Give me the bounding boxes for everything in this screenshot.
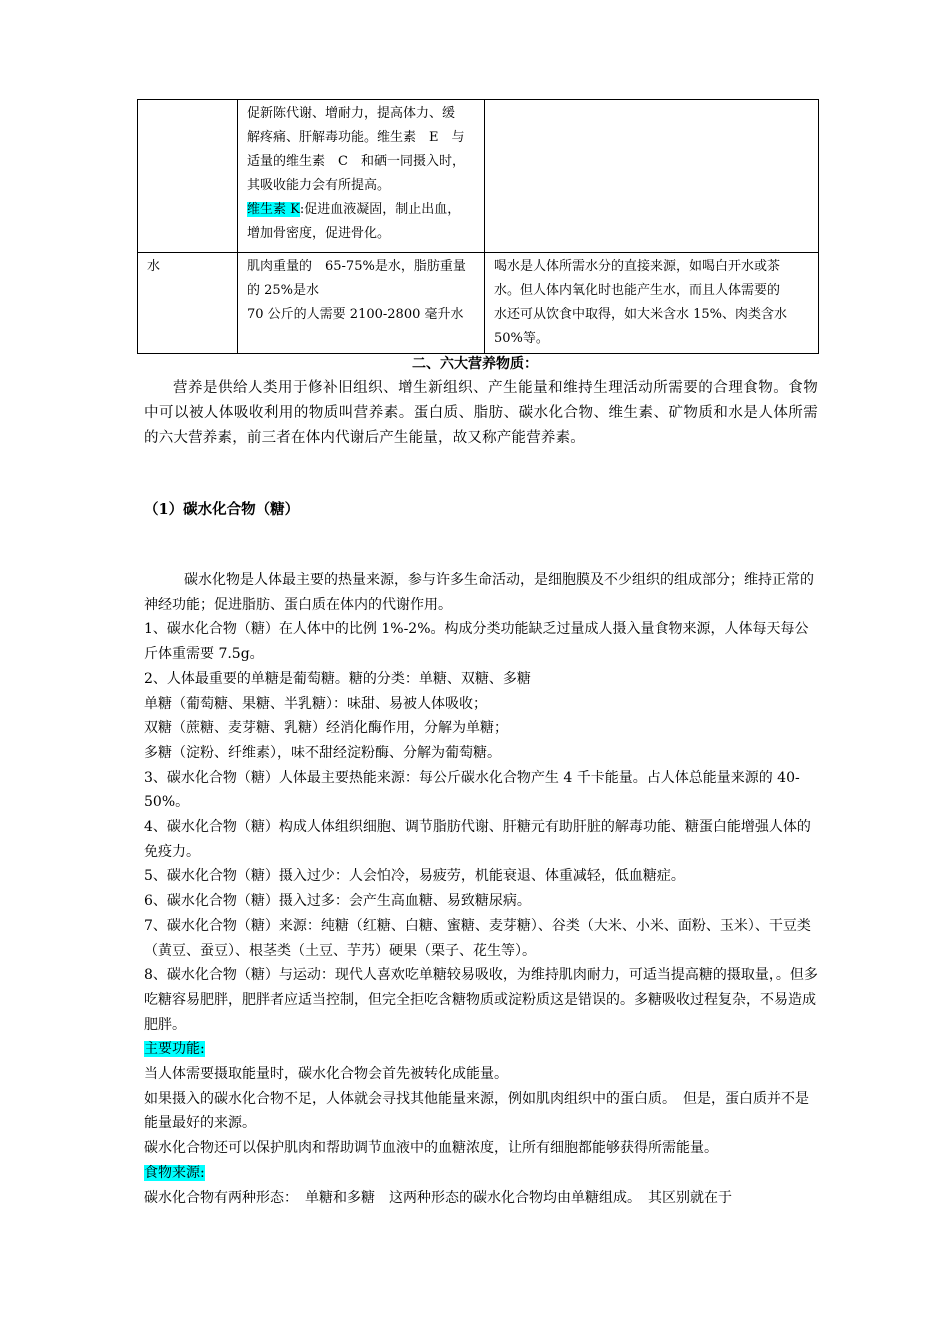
food-source-heading	[144, 1161, 818, 1186]
section-title: 二、六大营养物质：	[412, 356, 538, 372]
main-function-label: 主要功能:	[144, 1041, 205, 1058]
table-cell-function	[238, 253, 485, 354]
intro-paragraph: 营养是供给人类用于修补旧组织、增生新组织、产生能量和维持生理活动所需要的合理食物。食物中可以被人体吸收利用的物质叫营养素。蛋白质、脂肪、碳水化合物、维生素、矿物质和水是人体所需的六大营养素，前三者在体内代谢后产生能量，故又称产能营养素。	[144, 380, 818, 446]
table-row	[138, 100, 819, 253]
cell-line: 适量的维生素 C 和硒一同摄入时，	[247, 154, 465, 169]
body-text	[144, 568, 818, 1210]
table-cell-source	[485, 100, 819, 253]
paragraph: 1、碳水化合物（糖）在人体中的比例 1%-2%。构成分类功能缺乏过量成人摄入量食物来源，人体每天每公斤体重需要 7.5g。	[144, 621, 809, 663]
paragraph: 碳水化合物还可以保护肌肉和帮助调节血液中的血糖浓度，让所有细胞都能够获得所需能量。	[144, 1140, 718, 1157]
food-source-label: 食物来源:	[144, 1164, 205, 1181]
paragraph: 碳水化合物有两种形态： 单糖和多糖 这两种形态的碳水化合物均由单糖组成。 其区别就在于	[144, 1189, 732, 1206]
paragraph: 如果摄入的碳水化合物不足，人体就会寻找其他能量来源，例如肌肉组织中的蛋白质。 但是，蛋白质并不是能量最好的来源。	[144, 1090, 809, 1132]
cell-line: 其吸收能力会有所提高。	[247, 178, 391, 193]
cell-line: 水还可从饮食中取得，如大米含水 15%、肉类含水	[494, 307, 788, 322]
cell-line: 70 公斤的人需要 2100-2800 毫升水	[247, 307, 464, 322]
table-cell-function	[238, 100, 485, 253]
cell-line	[247, 198, 476, 222]
cell-line: 促新陈代谢、增耐力，提高体力、缓	[247, 106, 456, 121]
table-cell-nutrient: 水	[138, 253, 238, 354]
paragraph: 5、碳水化合物（糖）摄入过少：人会怕冷，易疲劳，机能衰退、体重减轻，低血糖症。	[144, 868, 685, 885]
paragraph: 6、碳水化合物（糖）摄入过多：会产生高血糖、易致糖尿病。	[144, 893, 531, 910]
paragraph: 2、人体最重要的单糖是葡萄糖。糖的分类：单糖、双糖、多糖	[144, 670, 531, 687]
paragraph: 单糖（葡萄糖、果糖、半乳糖）：味甜、易被人体吸收；	[144, 695, 487, 712]
subsection-title: （1）碳水化合物（糖）	[144, 501, 300, 518]
nutrient-table	[137, 99, 819, 354]
paragraph: 7、碳水化合物（糖）来源：纯糖（红糖、白糖、蜜糖、麦芽糖）、谷类（大米、小米、面粉、玉米）、干豆类（黄豆、蚕豆）、根茎类（土豆、芋艿）硬果（栗子、花生等）。	[144, 917, 811, 959]
paragraph: 多糖（淀粉、纤维素），味不甜经淀粉酶、分解为葡萄糖。	[144, 744, 501, 761]
table-row	[138, 253, 819, 354]
paragraph: 4、碳水化合物（糖）构成人体组织细胞、调节脂肪代谢、肝糖元有助肝脏的解毒功能、糖蛋白能增强人体的免疫力。	[144, 819, 811, 860]
paragraph: 3、碳水化合物（糖）人体最主要热能来源：每公斤碳水化合物产生 4 千卡能量。占人体总能量来源的 40-50%。	[144, 769, 800, 811]
paragraph: 碳水化物是人体最主要的热量来源，参与许多生命活动，是细胞膜及不少组织的组成部分；维持正常的神经功能；促进脂肪、蛋白质在体内的代谢作用。	[144, 572, 814, 613]
main-function-heading	[144, 1037, 818, 1062]
paragraph: 当人体需要摄取能量时，碳水化合物会首先被转化成能量。	[144, 1066, 508, 1083]
cell-line: 水。但人体内氧化时也能产生水，而且人体需要的	[494, 283, 781, 298]
table-cell-source	[485, 253, 819, 354]
vitamin-k-label: 维生素 K	[247, 202, 300, 217]
cell-line: 增加骨密度，促进骨化。	[247, 226, 391, 241]
table-cell-nutrient	[138, 100, 238, 253]
paragraph: 双糖（蔗糖、麦芽糖、乳糖）经消化酶作用，分解为单糖；	[144, 720, 508, 737]
paragraph: 8、碳水化合物（糖）与运动：现代人喜欢吃单糖较易吸收，为维持肌肉耐力，可适当提高糖的摄取量，。但多吃糖容易肥胖，肥胖者应适当控制，但完全拒吃含糖物质或淀粉质这是错误的。多糖吸收过程复杂，不易造成肥胖。	[144, 967, 818, 1033]
vitamin-k-text: :促进血液凝固，制止出血，	[299, 202, 461, 217]
cell-line: 50%等。	[494, 331, 549, 346]
cell-line: 喝水是人体所需水分的直接来源，如喝白开水或茶	[494, 259, 781, 274]
cell-line: 肌肉重量的 65-75%是水，脂肪重量	[247, 259, 466, 274]
cell-line: 的 25%是水	[247, 283, 320, 298]
cell-line: 解疼痛、肝解毒功能。维生素 E 与	[247, 130, 465, 145]
